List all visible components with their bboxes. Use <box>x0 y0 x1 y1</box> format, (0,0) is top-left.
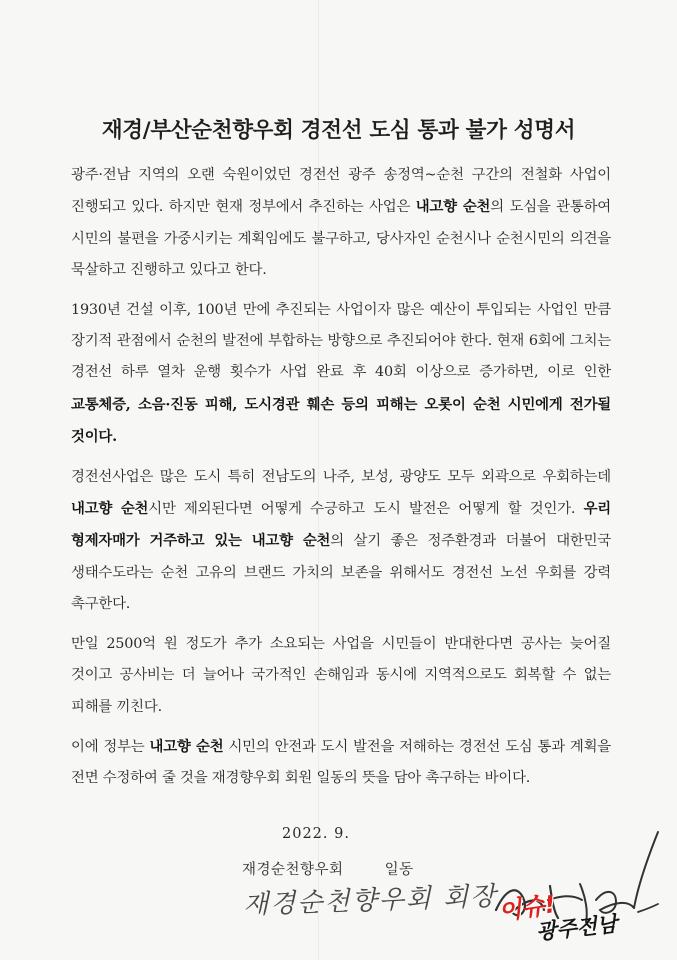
paragraph-text: 이에 정부는 <box>71 738 150 755</box>
paragraph-text: 만일 2500억 원 정도가 추가 소요되는 사업을 시민들이 반대한다면 공사는 늦어질 것이고 공사비는 더 늘어나 국가적인 손해임과 동시에 지역적으로도 회복할 수 없는 피해를 끼친다. <box>71 635 611 715</box>
emphasized-text: 교통체증, 소음·진동 피해, 도시경관 훼손 등의 피해는 오롯이 순천 시민에게 전가될 것이다. <box>71 395 611 446</box>
statement-paragraph <box>71 295 611 454</box>
paragraph-text: 1930년 건설 이후, 100년 만에 추진되는 사업이자 많은 예산이 투입되는 사업인 만큼 장기적 관점에서 순천의 발전에 부합하는 방향으로 추진되어야 한다. 현재 6회에 그치는 경전선 하루 열차 운행 횟수가 사업 완료 후 40회 이상으로 증가하면, 이로 인한 <box>71 301 611 381</box>
organization-suffix: 일동 <box>384 862 414 878</box>
organization-name: 재경순천향우회 <box>242 862 344 878</box>
paragraph-text: 시만 제외된다면 어떻게 수긍하고 도시 발전은 어떻게 할 것인가. <box>148 501 584 518</box>
watermark-issue-text: 이슈! <box>496 890 558 926</box>
emphasized-text: 우리 형제자매가 거주하고 있는 내고향 순천 <box>71 500 611 550</box>
document-date: 2022. 9. <box>282 826 350 842</box>
statement-paragraph <box>71 629 611 723</box>
issuer-line <box>242 858 414 879</box>
watermark-region-text: 광주전남 <box>535 911 619 945</box>
paragraph-text: 경전선사업은 많은 도시 특히 전남도의 나주, 보성, 광양도 모두 외곽으로 우회하는데 <box>71 468 611 485</box>
handwritten-line: 재경순천향우회 회장 <box>242 881 498 921</box>
emphasized-text: 내고향 순천 <box>415 198 491 216</box>
statement-paragraph <box>71 462 611 621</box>
statement-paragraph <box>71 160 611 287</box>
emphasized-text: 내고향 순천 <box>149 737 224 755</box>
news-logo-watermark <box>498 888 668 948</box>
paragraph-text: 광주·전남 지역의 오랜 숙원이었던 경전선 광주 송정역~순천 구간의 전철화 사업이 진행되고 있다. 하지만 현재 정부에서 추진하는 사업은 <box>71 167 611 216</box>
paragraph-text: 시민의 안전과 도시 발전을 저해하는 경전선 도심 통과 계획을 전면 수정하여 줄 것을 재경향우회 회원 일동의 뜻을 담아 촉구하는 바이다. <box>71 738 611 787</box>
paragraph-text: 의 도심을 관통하여 시민의 불편을 가중시키는 계획임에도 불구하고, 당사자인 순천시나 순천시민의 의견을 묵살하고 진행하고 있다고 한다. <box>71 199 611 279</box>
document-title: 재경/부산순천향우회 경전선 도심 통과 불가 성명서 <box>101 118 576 143</box>
statement-paragraph <box>71 731 611 795</box>
statement-body <box>71 160 611 803</box>
emphasized-text: 내고향 순천 <box>71 500 149 518</box>
paragraph-text: 의 살기 좋은 정주환경과 더불어 대한민국 생태수도라는 순천 고유의 브랜드 가치의 보존을 위해서도 경전선 노선 우회를 강력 촉구한다. <box>71 533 611 613</box>
